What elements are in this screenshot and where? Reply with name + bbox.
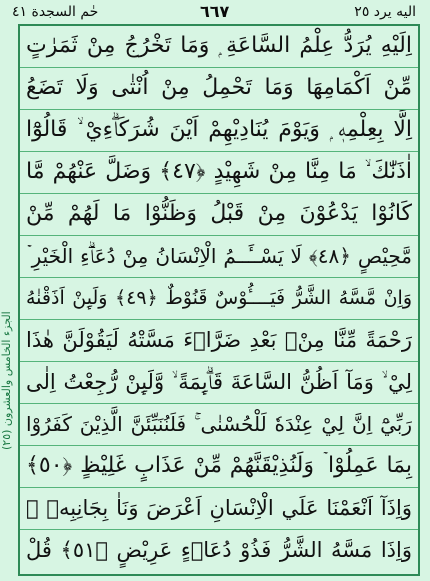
para-name: اليه يرد ٢٥ xyxy=(354,4,416,20)
text-line-1: اِلَيْهِ يُرَدُّ عِلْمُ السَّاعَةِ ۭ وَمَا تَخْرُجُ مِنْ ثَمَرٰتٍ xyxy=(20,26,418,68)
text-line-2: مِّنْ اَكْمَامِهَا وَمَا تَحْمِلُ مِنْ اُنْثٰى وَلَا تَضَعُ xyxy=(20,68,418,110)
text-lines xyxy=(20,26,418,574)
text-line-6: مَّحِيْصٍ ﴿٤٨﴾ لَا يَسْــَٔــمُ الْاِنْسَانُ مِنْ دُعَاۗءِ الْخَيْرِ ۡ xyxy=(20,236,418,278)
text-line-5: كَانُوْا يَدْعُوْنَ مِنْ قَبْلُ وَظَنُّوْا مَا لَهُمْ مِّنْ xyxy=(20,194,418,236)
juz-side-label: الجزء الخامس والعشرون (٢٥) xyxy=(0,311,13,450)
text-line-8: رَحْمَةً مِّنَّا مِنْۢ بَعْدِ ضَرَّاۗءَ مَسَّتْهُ لَيَقُوْلَنَّ هٰذَا xyxy=(20,320,418,362)
text-line-7: وَاِنْ مَّسَّهُ الشَّرُّ فَيَــــُٔوْسٌ قَنُوْطٌ ﴿٤٩﴾ وَلَىِٕنْ اَذَقْنٰهُ xyxy=(20,278,418,320)
text-line-13: وَاِذَا مَسَّهُ الشَّرُّ فَذُوْ دُعَاۗءٍ عَرِيْضٍ ﴿٥١﴾ قُلْ xyxy=(26,538,412,562)
text-line-11: بِمَا عَمِلُوْا ۡ وَلَنُذِيْقَنَّهُمْ مِّنْ عَذَابٍ غَلِيْظٍ ﴿٥٠﴾ xyxy=(20,446,418,488)
page-number: ٦٦٧ xyxy=(200,2,230,21)
text-line-4: اٰذَنّٰكَ ۙ مَا مِنَّا مِنْ شَهِيْدٍ ﴿٤٧﴾ وَضَلَّ عَنْهُمْ مَّا xyxy=(20,152,418,194)
text-line-12: وَاِذَآ اَنْعَمْنَا عَلَي الْاِنْسَانِ اَعْرَضَ وَنَاٰ بِجَانِبِهٖ ۚ xyxy=(20,488,418,530)
text-line-3: اِلَّا بِعِلْمِهٖ ۭ وَيَوْمَ يُنَادِيْهِمْ اَيْنَ شُرَكَاۗءِيْ ۙ قَالُوْٓا xyxy=(20,110,418,152)
surah-name: حٰم السجدة ٤١ xyxy=(12,4,99,20)
text-line-9: لِيْ ۙ وَمَآ اَظُنُّ السَّاعَةَ قَاۗىِٕمَةً ۙ وَّلَىِٕنْ رُّجِعْتُ اِلٰى xyxy=(20,362,418,404)
page-header xyxy=(0,0,430,24)
text-line-10: رَبِّيْٓ اِنَّ لِيْ عِنْدَهٗ لَلْحُسْنٰى ۚ فَلَنُنَبِّئَنَّ الَّذِيْنَ كَفَرُوْا xyxy=(20,404,418,446)
